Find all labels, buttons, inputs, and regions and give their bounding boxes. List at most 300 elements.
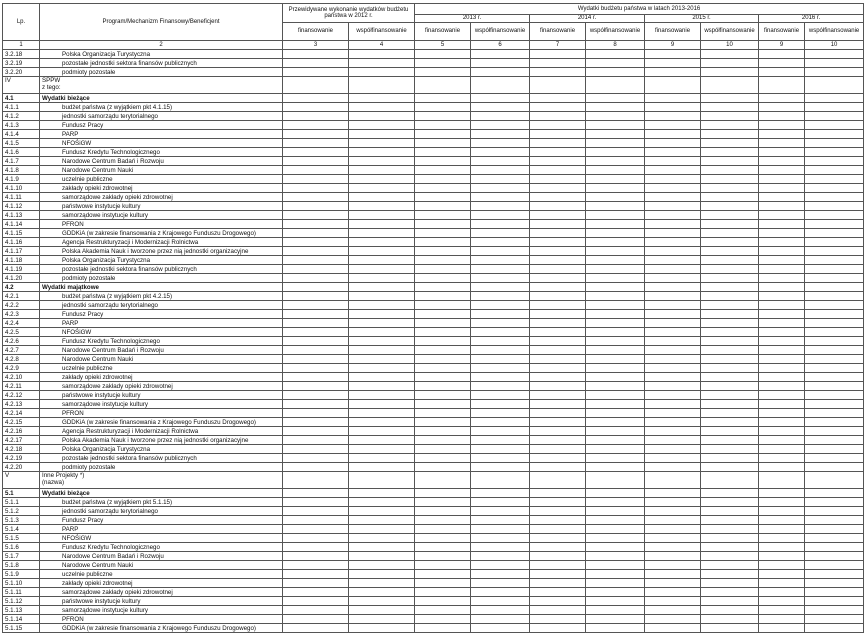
value-cell bbox=[283, 310, 349, 319]
value-cell bbox=[645, 445, 701, 454]
value-cell bbox=[471, 400, 530, 409]
value-cell bbox=[471, 121, 530, 130]
value-cell bbox=[586, 238, 645, 247]
value-cell bbox=[805, 373, 864, 382]
row-lp: 4.2.16 bbox=[3, 427, 40, 436]
value-cell bbox=[805, 184, 864, 193]
value-cell bbox=[645, 265, 701, 274]
value-cell bbox=[586, 463, 645, 472]
row-lp: 4.1.4 bbox=[3, 130, 40, 139]
value-cell bbox=[415, 211, 471, 220]
value-cell bbox=[586, 112, 645, 121]
value-cell bbox=[530, 283, 586, 292]
table-row bbox=[3, 202, 864, 211]
value-cell bbox=[645, 59, 701, 68]
row-lp: 4.2.5 bbox=[3, 328, 40, 337]
value-cell bbox=[586, 543, 645, 552]
value-cell bbox=[759, 543, 805, 552]
value-cell bbox=[645, 211, 701, 220]
value-cell bbox=[805, 498, 864, 507]
value-cell bbox=[586, 166, 645, 175]
value-cell bbox=[283, 256, 349, 265]
value-cell bbox=[471, 265, 530, 274]
value-cell bbox=[586, 130, 645, 139]
value-cell bbox=[471, 445, 530, 454]
value-cell bbox=[471, 364, 530, 373]
value-cell bbox=[759, 498, 805, 507]
row-lp: 5.1.7 bbox=[3, 552, 40, 561]
value-cell bbox=[349, 148, 415, 157]
value-cell bbox=[349, 454, 415, 463]
row-name: samorządowe zakłady opieki zdrowotnej bbox=[40, 382, 283, 391]
row-name: budżet państwa (z wyjątkiem pkt 4.1.15) bbox=[40, 103, 283, 112]
row-lp: 5.1.8 bbox=[3, 561, 40, 570]
row-name: Fundusz Pracy bbox=[40, 516, 283, 525]
row-lp: 5.1.10 bbox=[3, 579, 40, 588]
value-cell bbox=[645, 283, 701, 292]
value-cell bbox=[415, 166, 471, 175]
row-name: samorządowe instytucje kultury bbox=[40, 400, 283, 409]
table-row bbox=[3, 516, 864, 525]
table-row bbox=[3, 292, 864, 301]
row-lp: 4.2.3 bbox=[3, 310, 40, 319]
value-cell bbox=[415, 220, 471, 229]
header-finansowanie: finansowanie bbox=[283, 23, 349, 41]
value-cell bbox=[283, 418, 349, 427]
value-cell bbox=[805, 355, 864, 364]
value-cell bbox=[530, 121, 586, 130]
value-cell bbox=[349, 220, 415, 229]
value-cell bbox=[586, 103, 645, 112]
table-row bbox=[3, 507, 864, 516]
value-cell bbox=[645, 534, 701, 543]
table-row bbox=[3, 463, 864, 472]
value-cell bbox=[805, 382, 864, 391]
row-name: Narodowe Centrum Badań i Rozwoju bbox=[40, 552, 283, 561]
value-cell bbox=[471, 112, 530, 121]
value-cell bbox=[805, 409, 864, 418]
value-cell bbox=[805, 588, 864, 597]
value-cell bbox=[349, 68, 415, 77]
column-number: 5 bbox=[415, 41, 471, 50]
row-name: PARP bbox=[40, 525, 283, 534]
value-cell bbox=[805, 597, 864, 606]
value-cell bbox=[645, 103, 701, 112]
value-cell bbox=[645, 121, 701, 130]
budget-table bbox=[2, 3, 864, 633]
value-cell bbox=[415, 274, 471, 283]
row-lp: 4.1.14 bbox=[3, 220, 40, 229]
row-name: PARP bbox=[40, 130, 283, 139]
value-cell bbox=[283, 552, 349, 561]
value-cell bbox=[415, 418, 471, 427]
value-cell bbox=[759, 355, 805, 364]
table-row bbox=[3, 489, 864, 498]
value-cell bbox=[471, 516, 530, 525]
value-cell bbox=[415, 175, 471, 184]
header-przewidywane: Przewidywane wykonanie wydatków budżetu państwa w 2012 r. bbox=[283, 4, 415, 23]
value-cell bbox=[759, 588, 805, 597]
row-lp: IV bbox=[3, 77, 40, 94]
value-cell bbox=[701, 337, 759, 346]
value-cell bbox=[283, 364, 349, 373]
value-cell bbox=[645, 454, 701, 463]
value-cell bbox=[759, 229, 805, 238]
value-cell bbox=[415, 328, 471, 337]
value-cell bbox=[586, 175, 645, 184]
value-cell bbox=[759, 454, 805, 463]
value-cell bbox=[283, 534, 349, 543]
value-cell bbox=[530, 238, 586, 247]
row-name: Narodowe Centrum Badań i Rozwoju bbox=[40, 157, 283, 166]
value-cell bbox=[530, 489, 586, 498]
value-cell bbox=[701, 373, 759, 382]
row-name: pozostałe jednostki sektora finansów publicznych bbox=[40, 454, 283, 463]
row-name bbox=[40, 472, 283, 489]
value-cell bbox=[349, 400, 415, 409]
value-cell bbox=[283, 525, 349, 534]
value-cell bbox=[349, 283, 415, 292]
value-cell bbox=[471, 274, 530, 283]
value-cell bbox=[471, 148, 530, 157]
value-cell bbox=[759, 373, 805, 382]
value-cell bbox=[349, 606, 415, 615]
value-cell bbox=[349, 166, 415, 175]
value-cell bbox=[283, 175, 349, 184]
value-cell bbox=[283, 292, 349, 301]
value-cell bbox=[283, 229, 349, 238]
value-cell bbox=[701, 525, 759, 534]
value-cell bbox=[283, 193, 349, 202]
row-name: jednostki samorządu terytorialnego bbox=[40, 507, 283, 516]
value-cell bbox=[471, 579, 530, 588]
value-cell bbox=[283, 337, 349, 346]
value-cell bbox=[701, 202, 759, 211]
value-cell bbox=[701, 606, 759, 615]
value-cell bbox=[805, 265, 864, 274]
row-lp: 4.2.20 bbox=[3, 463, 40, 472]
value-cell bbox=[759, 364, 805, 373]
value-cell bbox=[645, 157, 701, 166]
table-row bbox=[3, 148, 864, 157]
row-lp: 4.2.10 bbox=[3, 373, 40, 382]
row-name: samorządowe zakłady opieki zdrowotnej bbox=[40, 193, 283, 202]
table-row bbox=[3, 193, 864, 202]
column-number: 9 bbox=[645, 41, 701, 50]
value-cell bbox=[530, 516, 586, 525]
value-cell bbox=[645, 256, 701, 265]
value-cell bbox=[471, 507, 530, 516]
row-lp: 5.1.14 bbox=[3, 615, 40, 624]
value-cell bbox=[805, 175, 864, 184]
value-cell bbox=[471, 202, 530, 211]
value-cell bbox=[805, 516, 864, 525]
value-cell bbox=[349, 373, 415, 382]
value-cell bbox=[530, 355, 586, 364]
value-cell bbox=[530, 94, 586, 103]
value-cell bbox=[759, 624, 805, 633]
value-cell bbox=[415, 301, 471, 310]
value-cell bbox=[471, 534, 530, 543]
value-cell bbox=[759, 525, 805, 534]
row-lp: 4.2.9 bbox=[3, 364, 40, 373]
row-name: zakłady opieki zdrowotnej bbox=[40, 184, 283, 193]
value-cell bbox=[645, 498, 701, 507]
value-cell bbox=[701, 319, 759, 328]
row-lp: 4.1.7 bbox=[3, 157, 40, 166]
column-number: 9 bbox=[759, 41, 805, 50]
value-cell bbox=[349, 355, 415, 364]
value-cell bbox=[586, 427, 645, 436]
header-wspolfinansowanie: współfinansowanie bbox=[349, 23, 415, 41]
value-cell bbox=[701, 220, 759, 229]
value-cell bbox=[530, 454, 586, 463]
row-name: samorządowe instytucje kultury bbox=[40, 606, 283, 615]
value-cell bbox=[415, 507, 471, 516]
value-cell bbox=[805, 247, 864, 256]
value-cell bbox=[283, 50, 349, 59]
table-row bbox=[3, 615, 864, 624]
value-cell bbox=[349, 552, 415, 561]
value-cell bbox=[415, 525, 471, 534]
table-row bbox=[3, 274, 864, 283]
value-cell bbox=[415, 373, 471, 382]
value-cell bbox=[283, 346, 349, 355]
value-cell bbox=[349, 534, 415, 543]
value-cell bbox=[349, 175, 415, 184]
value-cell bbox=[471, 543, 530, 552]
value-cell bbox=[530, 50, 586, 59]
row-lp: 5.1.1 bbox=[3, 498, 40, 507]
row-name: Narodowe Centrum Nauki bbox=[40, 561, 283, 570]
value-cell bbox=[759, 489, 805, 498]
value-cell bbox=[645, 597, 701, 606]
value-cell bbox=[530, 615, 586, 624]
value-cell bbox=[415, 346, 471, 355]
value-cell bbox=[349, 238, 415, 247]
table-row bbox=[3, 121, 864, 130]
value-cell bbox=[349, 436, 415, 445]
value-cell bbox=[759, 409, 805, 418]
value-cell bbox=[586, 148, 645, 157]
value-cell bbox=[283, 103, 349, 112]
value-cell bbox=[701, 184, 759, 193]
value-cell bbox=[759, 391, 805, 400]
value-cell bbox=[586, 364, 645, 373]
table-row bbox=[3, 561, 864, 570]
value-cell bbox=[283, 436, 349, 445]
value-cell bbox=[283, 454, 349, 463]
row-lp: 4.1.12 bbox=[3, 202, 40, 211]
value-cell bbox=[759, 516, 805, 525]
value-cell bbox=[701, 507, 759, 516]
row-lp: 4.2.11 bbox=[3, 382, 40, 391]
value-cell bbox=[415, 229, 471, 238]
row-lp: 5.1.3 bbox=[3, 516, 40, 525]
value-cell bbox=[701, 211, 759, 220]
value-cell bbox=[701, 552, 759, 561]
value-cell bbox=[586, 516, 645, 525]
value-cell bbox=[586, 319, 645, 328]
value-cell bbox=[701, 148, 759, 157]
value-cell bbox=[759, 579, 805, 588]
value-cell bbox=[645, 50, 701, 59]
value-cell bbox=[349, 310, 415, 319]
value-cell bbox=[349, 77, 415, 94]
value-cell bbox=[530, 112, 586, 121]
value-cell bbox=[759, 211, 805, 220]
value-cell bbox=[530, 184, 586, 193]
value-cell bbox=[530, 265, 586, 274]
value-cell bbox=[645, 436, 701, 445]
table-row bbox=[3, 301, 864, 310]
value-cell bbox=[805, 579, 864, 588]
header-wspolfinansowanie: współfinansowanie bbox=[805, 23, 864, 41]
value-cell bbox=[349, 409, 415, 418]
column-number: 2 bbox=[40, 41, 283, 50]
value-cell bbox=[759, 50, 805, 59]
value-cell bbox=[701, 516, 759, 525]
value-cell bbox=[805, 570, 864, 579]
table-row bbox=[3, 256, 864, 265]
row-name: Wydatki majątkowe bbox=[40, 283, 283, 292]
row-name: uczelnie publiczne bbox=[40, 364, 283, 373]
value-cell bbox=[530, 525, 586, 534]
value-cell bbox=[586, 157, 645, 166]
value-cell bbox=[759, 202, 805, 211]
value-cell bbox=[805, 256, 864, 265]
row-name: Agencja Restrukturyzacji i Modernizacji Rolnictwa bbox=[40, 238, 283, 247]
value-cell bbox=[349, 463, 415, 472]
value-cell bbox=[530, 507, 586, 516]
value-cell bbox=[586, 202, 645, 211]
value-cell bbox=[530, 103, 586, 112]
value-cell bbox=[471, 454, 530, 463]
value-cell bbox=[471, 606, 530, 615]
value-cell bbox=[471, 337, 530, 346]
value-cell bbox=[805, 391, 864, 400]
value-cell bbox=[586, 552, 645, 561]
value-cell bbox=[471, 552, 530, 561]
value-cell bbox=[805, 615, 864, 624]
table-row bbox=[3, 328, 864, 337]
value-cell bbox=[805, 489, 864, 498]
value-cell bbox=[759, 148, 805, 157]
value-cell bbox=[701, 409, 759, 418]
value-cell bbox=[586, 534, 645, 543]
value-cell bbox=[283, 274, 349, 283]
value-cell bbox=[349, 624, 415, 633]
budget-table-sheet bbox=[2, 3, 864, 633]
value-cell bbox=[805, 229, 864, 238]
value-cell bbox=[805, 292, 864, 301]
value-cell bbox=[759, 94, 805, 103]
value-cell bbox=[349, 274, 415, 283]
value-cell bbox=[805, 202, 864, 211]
value-cell bbox=[586, 301, 645, 310]
value-cell bbox=[415, 400, 471, 409]
value-cell bbox=[530, 301, 586, 310]
row-name: Narodowe Centrum Nauki bbox=[40, 355, 283, 364]
table-row bbox=[3, 454, 864, 463]
value-cell bbox=[283, 157, 349, 166]
row-name: podmioty pozostałe bbox=[40, 274, 283, 283]
value-cell bbox=[530, 148, 586, 157]
value-cell bbox=[805, 77, 864, 94]
value-cell bbox=[701, 59, 759, 68]
value-cell bbox=[283, 463, 349, 472]
value-cell bbox=[759, 121, 805, 130]
value-cell bbox=[471, 615, 530, 624]
header-wydatki: Wydatki budżetu państwa w latach 2013-2016 bbox=[415, 4, 864, 15]
row-name: NFOŚiGW bbox=[40, 328, 283, 337]
column-number: 4 bbox=[349, 41, 415, 50]
value-cell bbox=[283, 319, 349, 328]
value-cell bbox=[349, 130, 415, 139]
value-cell bbox=[645, 355, 701, 364]
value-cell bbox=[701, 400, 759, 409]
row-lp: 4.2.6 bbox=[3, 337, 40, 346]
value-cell bbox=[759, 445, 805, 454]
row-lp: 5.1.11 bbox=[3, 588, 40, 597]
value-cell bbox=[645, 427, 701, 436]
value-cell bbox=[645, 507, 701, 516]
value-cell bbox=[415, 319, 471, 328]
value-cell bbox=[586, 373, 645, 382]
table-row bbox=[3, 139, 864, 148]
header-finansowanie: finansowanie bbox=[415, 23, 471, 41]
value-cell bbox=[283, 283, 349, 292]
value-cell bbox=[530, 472, 586, 489]
value-cell bbox=[349, 50, 415, 59]
value-cell bbox=[805, 139, 864, 148]
value-cell bbox=[471, 256, 530, 265]
value-cell bbox=[586, 489, 645, 498]
value-cell bbox=[530, 597, 586, 606]
row-lp: 4.1.8 bbox=[3, 166, 40, 175]
row-lp: 5.1 bbox=[3, 489, 40, 498]
value-cell bbox=[701, 382, 759, 391]
value-cell bbox=[283, 516, 349, 525]
row-name: uczelnie publiczne bbox=[40, 570, 283, 579]
value-cell bbox=[701, 310, 759, 319]
table-row bbox=[3, 597, 864, 606]
table-row bbox=[3, 579, 864, 588]
value-cell bbox=[701, 418, 759, 427]
row-lp: 4.2.4 bbox=[3, 319, 40, 328]
value-cell bbox=[701, 121, 759, 130]
value-cell bbox=[530, 409, 586, 418]
value-cell bbox=[283, 130, 349, 139]
header-wspolfinansowanie: współfinansowanie bbox=[701, 23, 759, 41]
value-cell bbox=[759, 68, 805, 77]
value-cell bbox=[805, 472, 864, 489]
value-cell bbox=[759, 247, 805, 256]
row-name: Wydatki bieżące bbox=[40, 94, 283, 103]
row-lp: 4.1.20 bbox=[3, 274, 40, 283]
value-cell bbox=[586, 409, 645, 418]
value-cell bbox=[349, 301, 415, 310]
value-cell bbox=[471, 436, 530, 445]
value-cell bbox=[471, 561, 530, 570]
value-cell bbox=[283, 265, 349, 274]
value-cell bbox=[586, 382, 645, 391]
value-cell bbox=[349, 229, 415, 238]
value-cell bbox=[701, 346, 759, 355]
value-cell bbox=[586, 292, 645, 301]
value-cell bbox=[805, 121, 864, 130]
value-cell bbox=[283, 355, 349, 364]
